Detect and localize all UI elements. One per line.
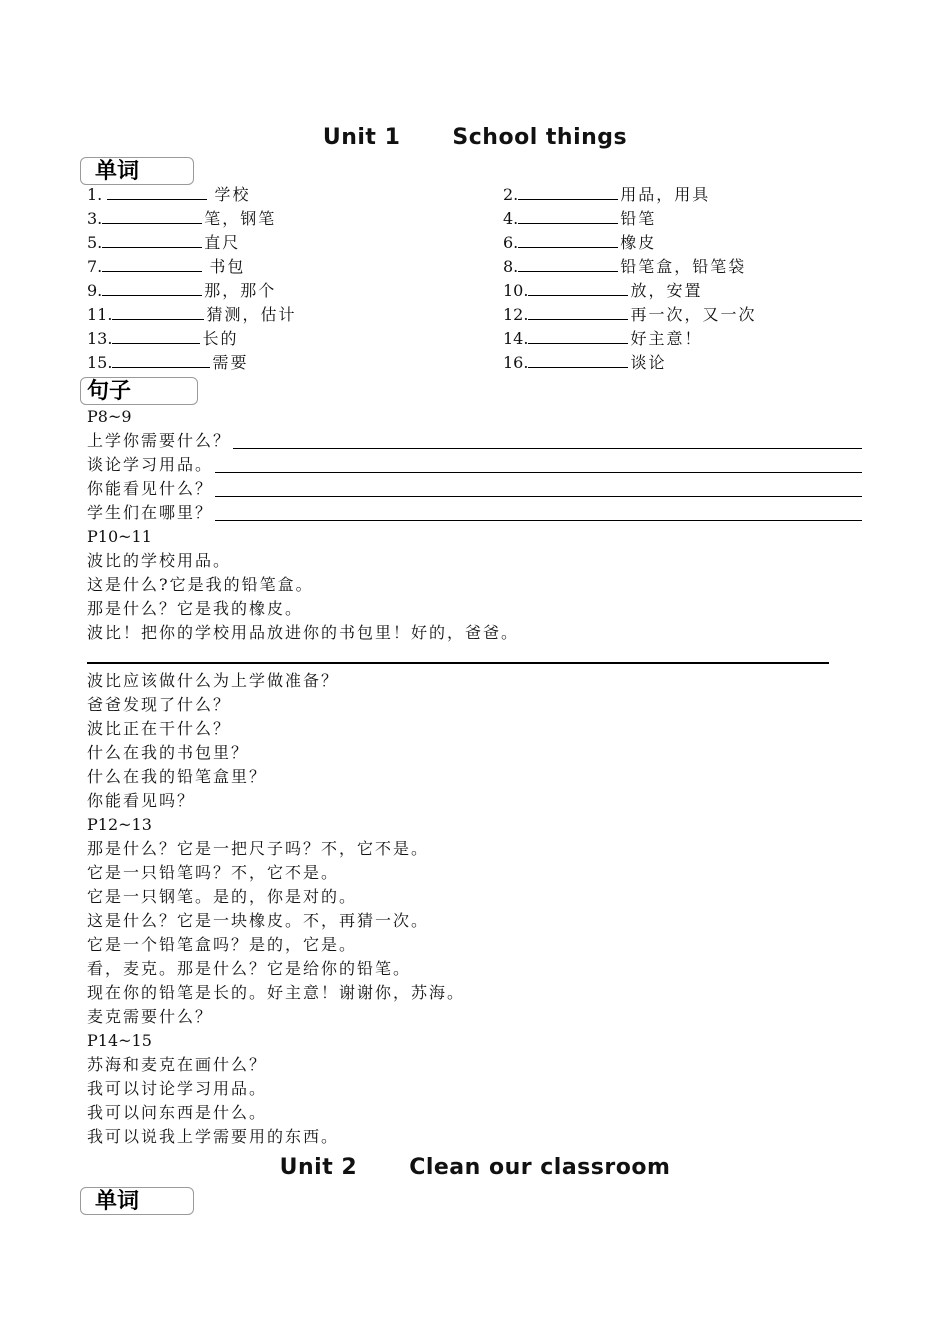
vocab-item-10: [503, 279, 702, 303]
question-row: [87, 501, 862, 525]
sentence-line: 爸爸发现了什么？: [87, 695, 232, 714]
unit2-vocab-section-header: [80, 1187, 194, 1215]
vocab-num: 4.: [503, 209, 519, 228]
answer-blank[interactable]: [102, 207, 202, 224]
answer-blank[interactable]: [107, 183, 207, 200]
sentence-line: 波比正在干什么？: [87, 719, 232, 738]
question-text: 谈论学习用品。: [87, 455, 214, 474]
sentence-line: 你能看见吗？: [87, 791, 196, 810]
sentence-line: 波比！把你的学校用品放进你的书包里！好的，爸爸。: [87, 623, 520, 642]
vocab-item-7: [87, 255, 245, 279]
vocab-num: 1.: [87, 185, 103, 204]
unit1-name: School things: [452, 125, 628, 150]
vocab-num: 14.: [503, 329, 529, 348]
unit2-title: [0, 1155, 950, 1180]
vocab-meaning: 好主意！: [630, 329, 703, 348]
sentence-line: 我可以问东西是什么。: [87, 1103, 268, 1122]
sentence-line: 我可以讨论学习用品。: [87, 1079, 268, 1098]
vocab-meaning: 学校: [214, 185, 251, 204]
answer-blank[interactable]: [518, 255, 618, 272]
vocab-item-14: [503, 327, 702, 351]
sentence-line: 它是一只钢笔。是的，你是对的。: [87, 887, 358, 906]
answer-blank[interactable]: [112, 351, 210, 368]
vocab-meaning: 再一次，又一次: [630, 305, 757, 324]
page-ref-p14-15: P14~15: [87, 1031, 152, 1050]
vocab-item-8: [503, 255, 746, 279]
answer-blank[interactable]: [518, 231, 618, 248]
question-text: 学生们在哪里？: [87, 503, 214, 522]
answer-line[interactable]: [233, 448, 862, 449]
vocab-num: 12.: [503, 305, 529, 324]
sentence-line: 看，麦克。那是什么？它是给你的铅笔。: [87, 959, 412, 978]
answer-line[interactable]: [215, 472, 862, 473]
question-row: [87, 429, 862, 453]
unit2-label: Unit 2: [279, 1155, 358, 1180]
vocab-meaning: 那，那个: [204, 281, 277, 300]
vocab-item-9: [87, 279, 276, 303]
vocab-section-header: [80, 157, 194, 185]
vocab-num: 16.: [503, 353, 529, 372]
vocab-num: 6.: [503, 233, 519, 252]
vocab-num: 15.: [87, 353, 113, 372]
vocab-meaning: 放，安置: [630, 281, 703, 300]
sentence-line: 麦克需要什么？: [87, 1007, 214, 1026]
vocab-meaning: 用品，用具: [620, 185, 711, 204]
vocab-num: 10.: [503, 281, 529, 300]
answer-blank[interactable]: [112, 327, 200, 344]
sentence-line: 波比的学校用品。: [87, 551, 232, 570]
answer-blank[interactable]: [528, 303, 628, 320]
vocab-item-5: [87, 231, 240, 255]
sentence-line: 我可以说我上学需要用的东西。: [87, 1127, 340, 1146]
unit1-title: [0, 125, 950, 150]
answer-blank[interactable]: [528, 327, 628, 344]
vocab-item-13: [87, 327, 238, 351]
vocab-item-6: [503, 231, 656, 255]
unit1-label: Unit 1: [322, 125, 401, 150]
sentence-section-label: 句子: [87, 379, 132, 404]
vocab-num: 5.: [87, 233, 103, 252]
page-ref-p8-9: P8~9: [87, 407, 132, 426]
vocab-meaning: 笔，钢笔: [204, 209, 277, 228]
answer-blank[interactable]: [518, 183, 618, 200]
sentence-line: 这是什么？它是一块橡皮。不，再猜一次。: [87, 911, 430, 930]
vocab-meaning: 长的: [202, 329, 239, 348]
vocab-num: 11.: [87, 305, 113, 324]
vocab-num: 2.: [503, 185, 519, 204]
vocab-num: 8.: [503, 257, 519, 276]
vocab-num: 9.: [87, 281, 103, 300]
sentence-line: 现在你的铅笔是长的。好主意！谢谢你，苏海。: [87, 983, 466, 1002]
vocab-meaning: 书包: [209, 257, 246, 276]
sentence-line: 它是一只铅笔吗？不，它不是。: [87, 863, 340, 882]
sentence-line: 那是什么？它是一把尺子吗？不，它不是。: [87, 839, 430, 858]
question-text: 上学你需要什么？: [87, 431, 232, 450]
sentence-section-header: [80, 377, 198, 405]
answer-blank[interactable]: [528, 279, 628, 296]
vocab-meaning: 铅笔盒，铅笔袋: [620, 257, 747, 276]
divider-line: [87, 662, 829, 664]
vocab-item-2: [503, 183, 710, 207]
vocab-item-11: [87, 303, 296, 327]
vocab-num: 3.: [87, 209, 103, 228]
vocab-meaning: 橡皮: [620, 233, 657, 252]
vocab-meaning: 需要: [212, 353, 249, 372]
answer-line[interactable]: [215, 520, 862, 521]
vocab-item-15: [87, 351, 248, 375]
sentence-line: 它是一个铅笔盒吗？是的，它是。: [87, 935, 358, 954]
unit2-vocab-section-label: 单词: [95, 1189, 140, 1214]
sentence-line: 波比应该做什么为上学做准备？: [87, 671, 340, 690]
sentence-line: 什么在我的铅笔盒里？: [87, 767, 268, 786]
vocab-num: 13.: [87, 329, 113, 348]
unit2-name: Clean our classroom: [409, 1155, 671, 1180]
vocab-num: 7.: [87, 257, 103, 276]
question-text: 你能看见什么？: [87, 479, 214, 498]
answer-blank[interactable]: [528, 351, 628, 368]
sentence-line: 苏海和麦克在画什么？: [87, 1055, 268, 1074]
vocab-section-label: 单词: [95, 159, 140, 184]
answer-blank[interactable]: [102, 255, 202, 272]
vocab-meaning: 铅笔: [620, 209, 657, 228]
question-row: [87, 453, 862, 477]
answer-blank[interactable]: [518, 207, 618, 224]
vocab-item-3: [87, 207, 276, 231]
sentence-line: 这是什么?它是我的铅笔盒。: [87, 575, 314, 594]
page-ref-p10-11: P10~11: [87, 527, 152, 546]
answer-line[interactable]: [215, 496, 862, 497]
answer-blank[interactable]: [102, 279, 202, 296]
vocab-meaning: 直尺: [204, 233, 241, 252]
question-row: [87, 477, 862, 501]
vocab-meaning: 谈论: [630, 353, 667, 372]
vocab-item-16: [503, 351, 666, 375]
vocab-item-1: [87, 183, 250, 207]
answer-blank[interactable]: [102, 231, 202, 248]
sentence-line: 什么在我的书包里？: [87, 743, 250, 762]
page-ref-p12-13: P12~13: [87, 815, 152, 834]
vocab-item-4: [503, 207, 656, 231]
sentence-line: 那是什么？它是我的橡皮。: [87, 599, 304, 618]
answer-blank[interactable]: [112, 303, 204, 320]
vocab-item-12: [503, 303, 756, 327]
vocab-meaning: 猜测，估计: [206, 305, 297, 324]
